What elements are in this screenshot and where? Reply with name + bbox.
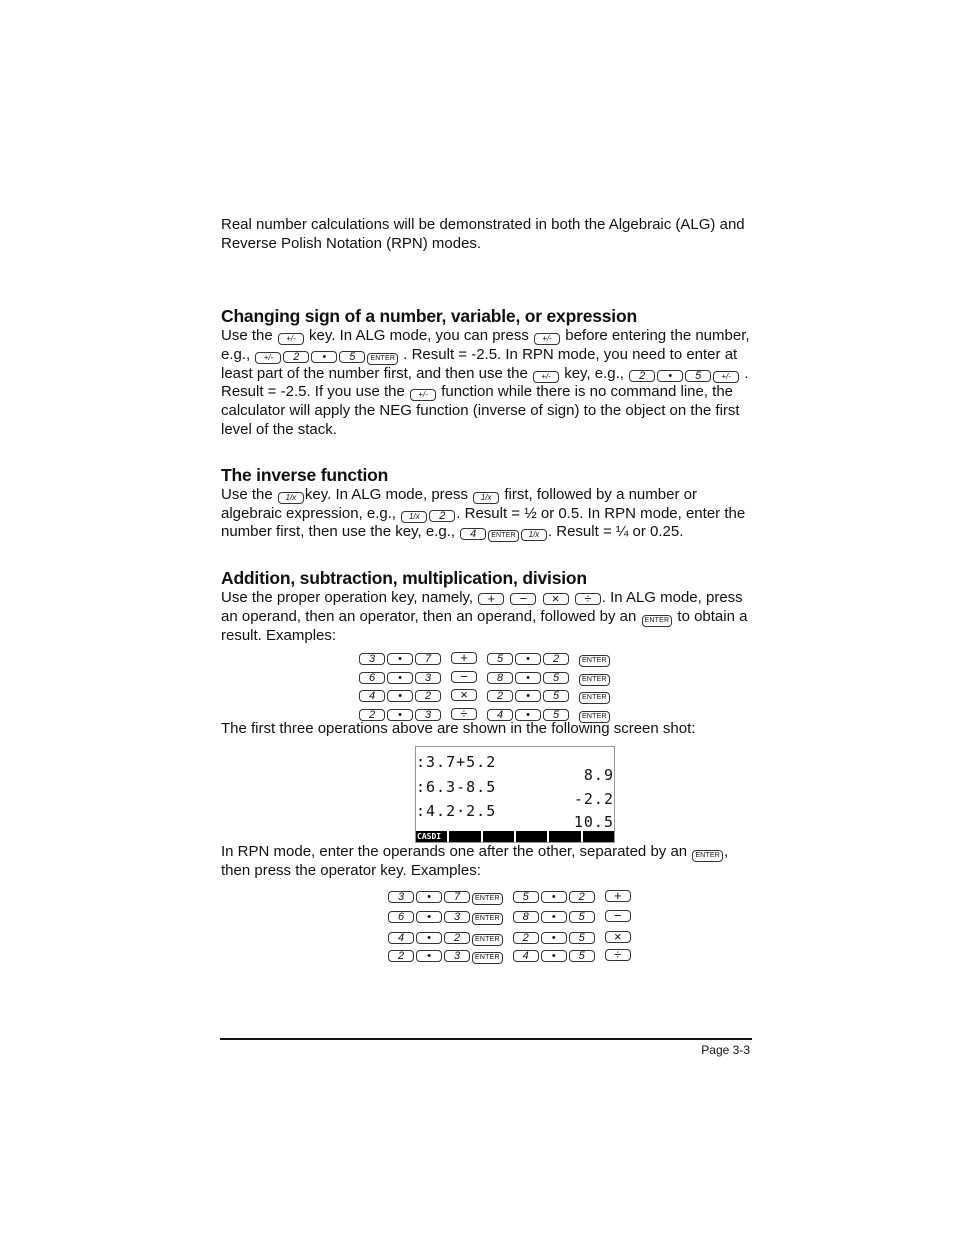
alg-example-add [358,648,611,665]
digit-7-key: 7 [444,891,470,903]
digit-8-key: 8 [513,911,539,923]
plus-key: + [478,593,504,605]
digit-5-key: 5 [543,672,569,684]
inverse-key: 1/x [401,511,427,523]
heading-changing-sign: Changing sign of a number, variable, or expression [221,306,637,326]
page-number: Page 3-3 [701,1043,750,1057]
digit-5-key: 5 [569,911,595,923]
dot-key: • [515,709,541,721]
digit-5-key: 5 [569,932,595,944]
screen-result-3: 10.5 [573,813,614,831]
screenshot-caption: The first three operations above are shown in the following screen shot: [221,720,696,737]
menu-item-empty [516,831,549,842]
minus-key: − [510,593,536,605]
screen-line-1: :3.7+5.2 [416,753,497,771]
digit-2-key: 2 [629,370,655,382]
plusminus-key: +/- [534,333,560,345]
times-key: × [451,689,477,701]
heading-arithmetic: Addition, subtraction, multiplication, division [221,568,587,588]
alg-example-subtract [358,667,611,684]
digit-2-key: 2 [513,932,539,944]
dot-key: • [387,690,413,702]
enter-key: ENTER [488,530,519,542]
screen-menu-bar [416,831,614,842]
digit-3-key: 3 [415,709,441,721]
enter-key: ENTER [642,615,673,627]
dot-key: • [311,351,337,363]
digit-2-key: 2 [283,351,309,363]
digit-2-key: 2 [388,950,414,962]
digit-5-key: 5 [543,690,569,702]
screen-result-2: -2.2 [573,790,614,808]
alg-example-multiply [358,685,611,702]
digit-2-key: 2 [543,653,569,665]
digit-6-key: 6 [359,672,385,684]
digit-3-key: 3 [359,653,385,665]
digit-7-key: 7 [415,653,441,665]
digit-2-key: 2 [444,932,470,944]
plusminus-key: +/- [713,371,739,383]
dot-key: • [416,891,442,903]
divide-key: ÷ [605,949,631,961]
screen-line-2: :6.3-8.5 [416,778,497,796]
inverse-paragraph: Use the 1/x key. In ALG mode, press 1/x first, followed by a number or algebraic expression, e.g., 1/x 2 . Result = ½ or 0.5. In RPN mode, enter the number first, then use the key, e.g., 4 ENTER 1/x . Result = ¼ or 0.25. [221,486,746,541]
plusminus-key: +/- [533,371,559,383]
digit-2-key: 2 [429,510,455,522]
dot-key: • [416,911,442,923]
digit-4-key: 4 [359,690,385,702]
digit-5-key: 5 [685,370,711,382]
digit-3-key: 3 [444,950,470,962]
plus-key: + [605,890,631,902]
dot-key: • [387,672,413,684]
plusminus-key: +/- [278,333,304,345]
dot-key: • [541,950,567,962]
digit-4-key: 4 [487,709,513,721]
intro-paragraph: Real number calculations will be demonstrated in both the Algebraic (ALG) and Reverse Polish Notation (RPN) modes. [221,216,745,252]
rpn-paragraph: In RPN mode, enter the operands one after the other, separated by an ENTER , then press the operator key. Examples: [221,843,729,879]
digit-5-key: 5 [339,351,365,363]
digit-2-key: 2 [487,690,513,702]
enter-key: ENTER [367,353,398,365]
digit-3-key: 3 [444,911,470,923]
digit-3-key: 3 [415,672,441,684]
dot-key: • [515,690,541,702]
calculator-screenshot [415,746,615,843]
screen-line-3: :4.2·2.5 [416,802,497,820]
footer-rule [220,1038,752,1040]
minus-key: − [605,910,631,922]
dot-key: • [416,950,442,962]
dot-key: • [541,932,567,944]
enter-key: ENTER [472,934,503,946]
digit-5-key: 5 [487,653,513,665]
dot-key: • [541,891,567,903]
inverse-key: 1/x [521,529,547,541]
enter-key: ENTER [472,913,503,925]
digit-5-key: 5 [543,709,569,721]
digit-4-key: 4 [460,528,486,540]
digit-5-key: 5 [513,891,539,903]
dot-key: • [541,911,567,923]
dot-key: • [387,653,413,665]
menu-item-empty [549,831,582,842]
digit-4-key: 4 [513,950,539,962]
dot-key: • [515,672,541,684]
digit-6-key: 6 [388,911,414,923]
inverse-key: 1/x [473,492,499,504]
inverse-key: 1/x [278,492,304,504]
minus-key: − [451,671,477,683]
digit-8-key: 8 [487,672,513,684]
menu-item-empty [483,831,516,842]
enter-key: ENTER [472,893,503,905]
arith-paragraph: Use the proper operation key, namely, + − × ÷ . In ALG mode, press an operand, then an operator, then an operand, followed by an ENTER to obtain a result. Examples: [221,589,748,644]
enter-key: ENTER [692,850,723,862]
rpn-example-divide [387,945,632,962]
alg-example-divide [358,704,611,721]
plusminus-key: +/- [410,389,436,401]
screen-result-1: 8.9 [583,766,614,784]
digit-5-key: 5 [569,950,595,962]
digit-2-key: 2 [415,690,441,702]
rpn-example-add [387,886,632,903]
rpn-example-multiply [387,927,632,944]
rpn-example-subtract [387,906,632,923]
times-key: × [543,593,569,605]
plusminus-key: +/- [255,352,281,364]
dot-key: • [416,932,442,944]
digit-2-key: 2 [569,891,595,903]
dot-key: • [515,653,541,665]
enter-key: ENTER [579,674,610,686]
heading-inverse-function: The inverse function [221,465,389,485]
enter-key: ENTER [579,655,610,667]
plus-key: + [451,652,477,664]
sign-paragraph: Use the +/- key. In ALG mode, you can press +/- before entering the number, e.g., +/- 2 • 5 ENTER . Result = -2.5. In RPN mode, you need to enter at least part of the number first, and then use the +/- key, e.g., 2 • 5 +/- . Result = -2.5. If you use the +/- function while there is no command line, the calculator will apply the NEG function (inverse of sign) to the object on the first level of the stack. [221,327,750,438]
digit-2-key: 2 [359,709,385,721]
divide-key: ÷ [575,593,601,605]
dot-key: • [387,709,413,721]
divide-key: ÷ [451,708,477,720]
enter-key: ENTER [579,692,610,704]
dot-key: • [657,370,683,382]
digit-3-key: 3 [388,891,414,903]
enter-key: ENTER [579,711,610,723]
menu-item-empty [449,831,482,842]
digit-4-key: 4 [388,932,414,944]
menu-item-empty [583,831,614,842]
times-key: × [605,931,631,943]
enter-key: ENTER [472,952,503,964]
menu-item-casdi: CASDI [416,831,449,842]
